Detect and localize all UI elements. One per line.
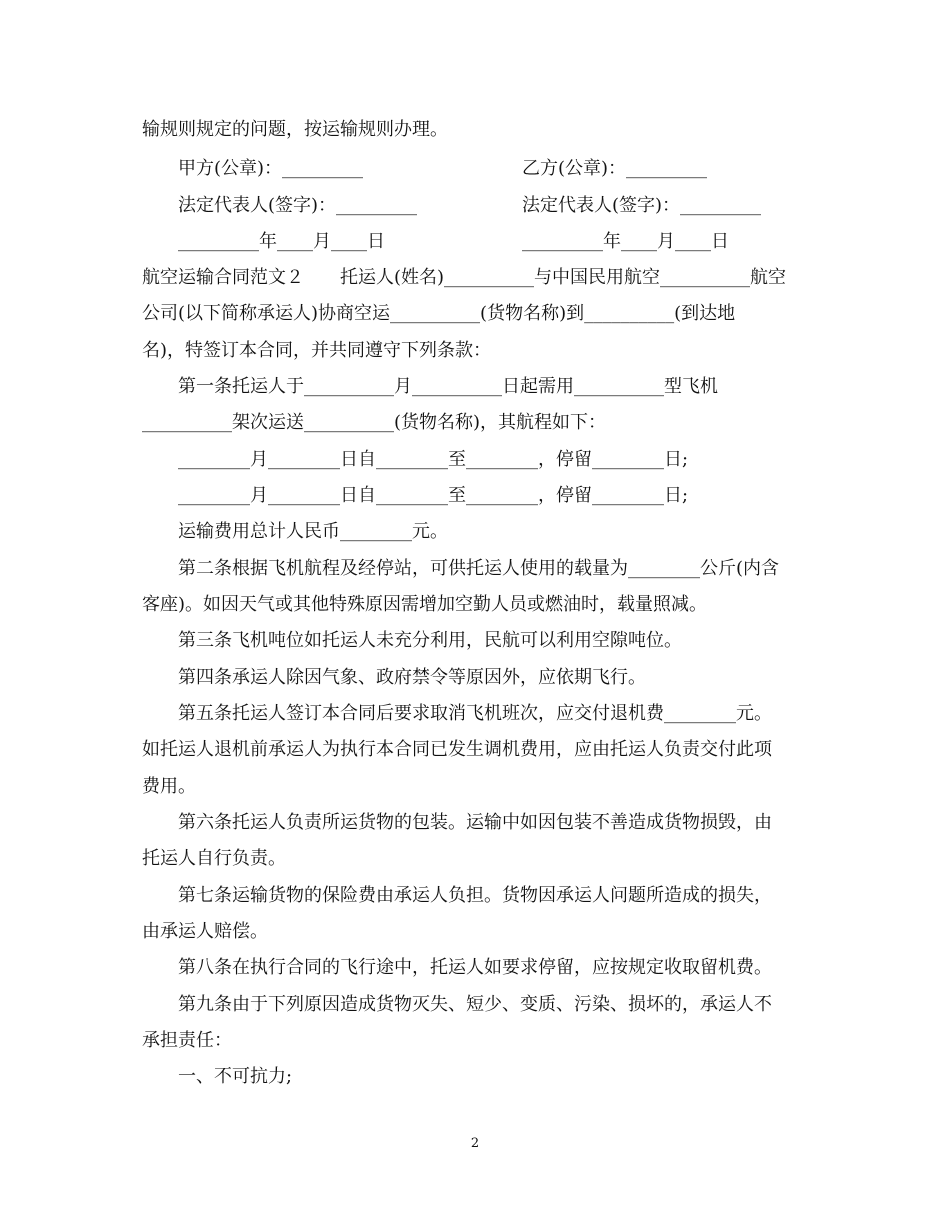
party-a-representative: 法定代表人(签字)：_________ [178,195,418,216]
paragraph-line: 承担责任： [142,1030,232,1051]
party-b-seal: 乙方(公章)：_________ [522,158,708,179]
party-a-seal: 甲方(公章)：_________ [178,158,364,179]
paragraph-line: 第一条托运人于__________月__________日起需用__________型飞机 [178,376,718,397]
paragraph-line: 输规则规定的问题，按运输规则办理。 [142,119,448,140]
paragraph-line: 第八条在执行合同的飞行途中，托运人如要求停留，应按规定收取留机费。 [178,957,772,978]
paragraph-line: 第二条根据飞机航程及经停站，可供托运人使用的载量为________公斤(内含 [178,558,780,579]
paragraph-line: 第四条承运人除因气象、政府禁令等原因外，应依期飞行。 [178,667,646,688]
paragraph-line: 航空运输合同范文２ 托运人(姓名)__________与中国民用航空__________航空 [142,267,787,288]
paragraph-line: 客座)。如因天气或其他特殊原因需增加空勤人员或燃油时，载量照减。 [142,594,708,615]
paragraph-line: 第五条托运人签订本合同后要求取消飞机班次，应交付退机费________元。 [178,703,772,724]
itinerary-line: ________月________日自________至________，停留________日; [178,485,689,506]
page-number: 2 [470,1136,480,1151]
itinerary-line: ________月________日自________至________，停留________日; [178,449,689,470]
paragraph-line: 第三条飞机吨位如托运人未充分利用，民航可以利用空隙吨位。 [178,630,682,651]
paragraph-line: 运输费用总计人民币________元。 [178,521,448,542]
party-b-date: _________年____月____日 [522,231,729,252]
paragraph-line: 托运人自行负责。 [142,848,286,869]
paragraph-line: 公司(以下简称承运人)协商空运__________(货物名称)到__________(到达地 [142,303,736,324]
paragraph-line: 名)，特签订本合同，并共同遵守下列条款： [142,340,492,361]
party-a-date: _________年____月____日 [178,231,385,252]
party-b-representative: 法定代表人(签字)：_________ [522,195,762,216]
paragraph-line: 一、不可抗力; [178,1066,293,1087]
paragraph-line: __________架次运送__________(货物名称)，其航程如下： [142,412,607,433]
paragraph-line: 第九条由于下列原因造成货物灭失、短少、变质、污染、损坏的，承运人不 [178,994,772,1015]
paragraph-line: 第七条运输货物的保险费由承运人负担。货物因承运人问题所造成的损失， [178,885,772,906]
paragraph-line: 第六条托运人负责所运货物的包装。运输中如因包装不善造成货物损毁，由 [178,812,772,833]
paragraph-line: 由承运人赔偿。 [142,921,268,942]
paragraph-line: 费用。 [142,776,196,797]
paragraph-line: 如托运人退机前承运人为执行本合同已发生调机费用，应由托运人负责交付此项 [142,739,772,760]
